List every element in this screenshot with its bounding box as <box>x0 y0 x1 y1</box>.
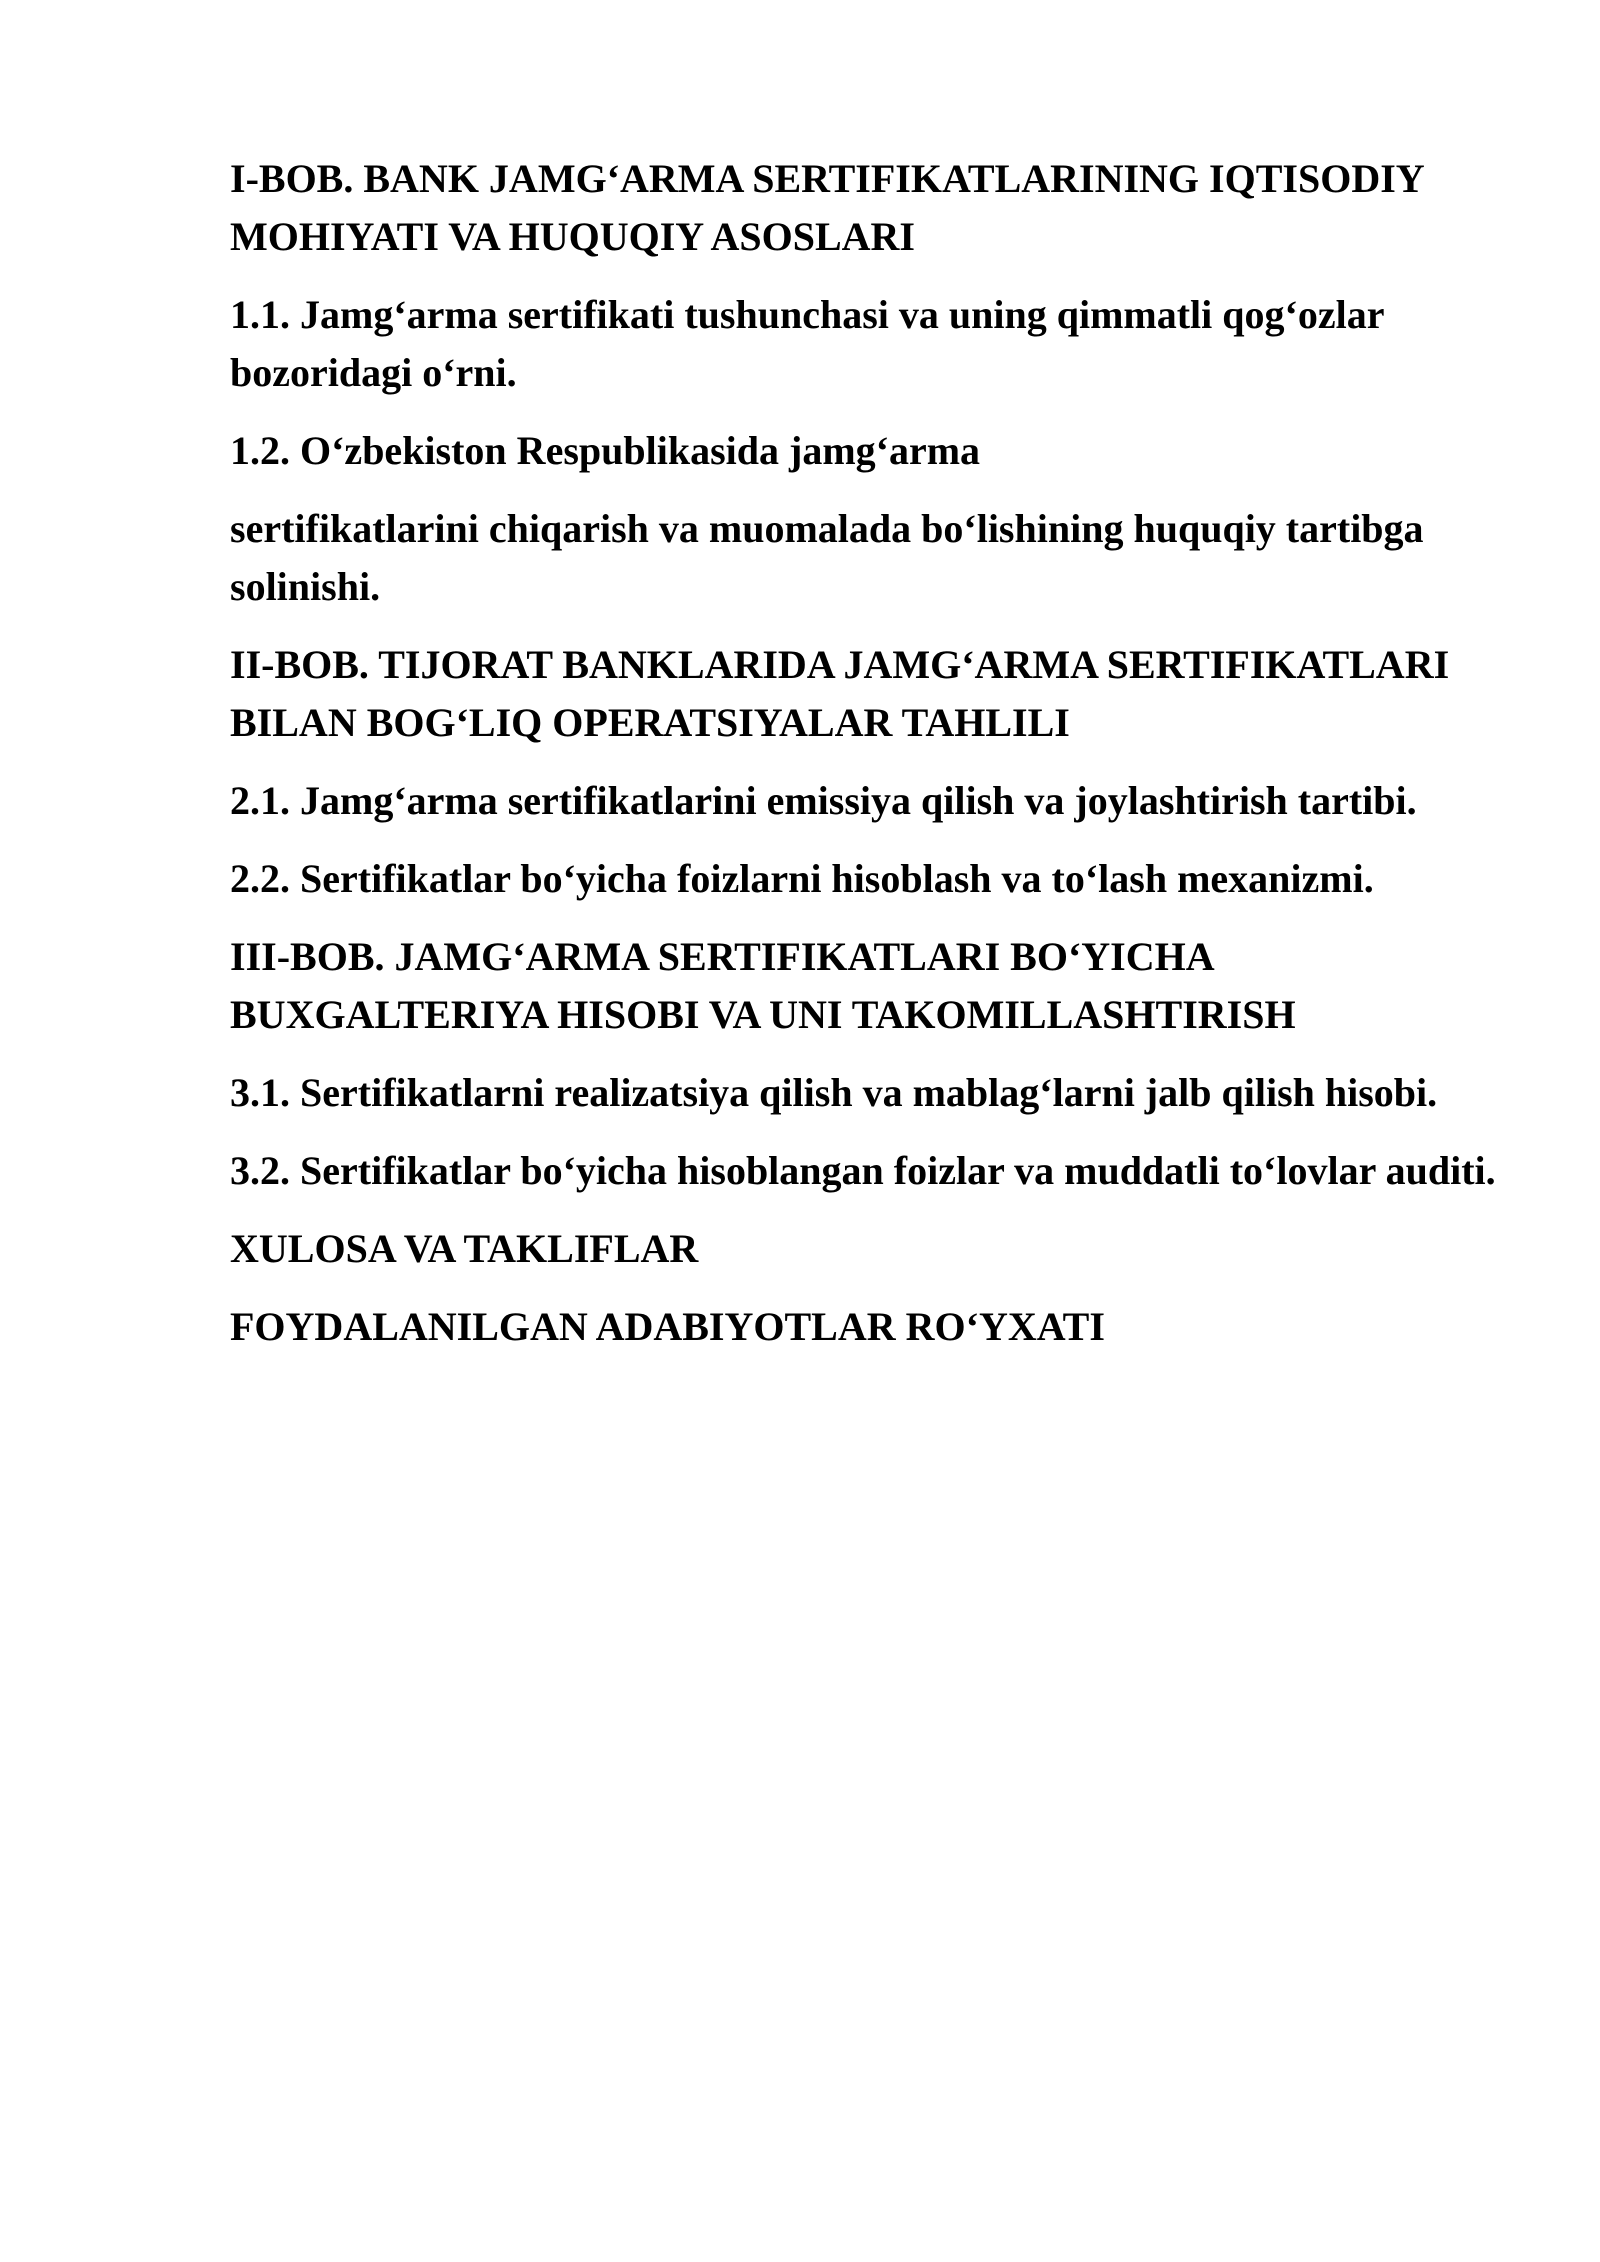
references-heading: FOYDALANILGAN ADABIYOTLAR RO‘YXATI <box>230 1304 1105 1349</box>
conclusion-heading: XULOSA VA TAKLIFLAR <box>230 1226 699 1271</box>
section-3-1: 3.1. Sertifikatlarni realizatsiya qilish va mablag‘larni jalb qilish hisobi. <box>230 1070 1438 1115</box>
section-1-2-part-2: sertifikatlarini chiqarish va muomalada bo‘lishining huquqiy tartibga solinishi. <box>230 506 1424 609</box>
section-2-2: 2.2. Sertifikatlar bo‘yicha foizlarni hisoblash va to‘lash mexanizmi. <box>230 856 1374 901</box>
section-1-1: 1.1. Jamg‘arma sertifikati tushunchasi va uning qimmatli qog‘ozlar bozoridagi o‘rni. <box>230 292 1384 395</box>
section-2-1: 2.1. Jamg‘arma sertifikatlarini emissiya qilish va joylashtirish tartibi. <box>230 778 1417 823</box>
section-1-2-part-1: 1.2. O‘zbekiston Respublikasida jamg‘arma <box>230 428 981 473</box>
section-3-2: 3.2. Sertifikatlar bo‘yicha hisoblangan foizlar va muddatli to‘lovlar auditi. <box>230 1148 1496 1193</box>
table-of-contents <box>230 150 1500 1376</box>
chapter-1-heading: I-BOB. BANK JAMG‘ARMA SERTIFIKATLARINING IQTISODIY MOHIYATI VA HUQUQIY ASOSLARI <box>230 156 1424 259</box>
chapter-2-heading: II-BOB. TIJORAT BANKLARIDA JAMG‘ARMA SERTIFIKATLARI BILAN BOG‘LIQ OPERATSIYALAR TAHLILI <box>230 642 1450 745</box>
chapter-3-heading: III-BOB. JAMG‘ARMA SERTIFIKATLARI BO‘YICHA BUXGALTERIYA HISOBI VA UNI TAKOMILLASHTIRISH <box>230 934 1296 1037</box>
